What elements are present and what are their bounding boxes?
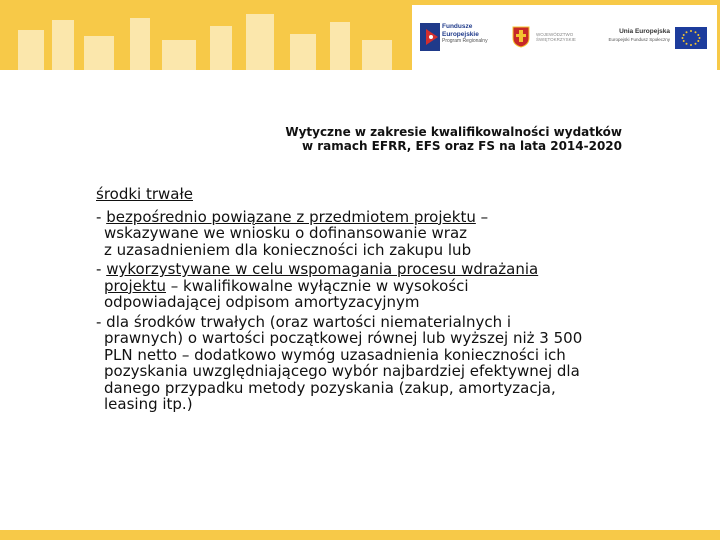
bullet-item — [96, 209, 636, 259]
decorative-shape — [130, 18, 150, 70]
logo-text-line: Fundusze — [442, 23, 473, 30]
underlined-text: bezpośrednio powiązane z przedmiotem projektu — [106, 207, 476, 226]
bullet-item — [96, 261, 636, 311]
decorative-shape — [52, 20, 74, 70]
region-crest-icon — [512, 26, 530, 48]
bullet-line: prawnych) o wartości początkowej równej lub wyższej niż 3 500 — [104, 329, 583, 347]
title-line: Wytyczne w zakresie kwalifikowalności wydatków — [285, 125, 622, 139]
decorative-shape — [290, 34, 316, 70]
bullet-line — [96, 278, 636, 295]
bullet-line: pozyskania uwzględniającego wybór najbardziej efektywnej dla — [104, 362, 580, 380]
bullet-item — [96, 314, 636, 413]
decorative-shape — [246, 14, 274, 70]
ue-logo-text — [600, 28, 670, 44]
bullet-prefix: - — [96, 260, 107, 278]
fundusze-europejskie-logo-text — [442, 23, 488, 46]
document-title — [285, 125, 622, 153]
slide-content — [96, 186, 636, 416]
bullet-line — [96, 209, 636, 226]
ue-logo-title: Unia Europejska — [619, 28, 670, 35]
logo-panel — [412, 5, 717, 70]
logo-text-line: ŚWIĘTOKRZYSKIE — [536, 37, 576, 42]
underlined-text: wykorzystywane w celu wspomagania procesu wdrażania — [106, 260, 539, 278]
decorative-shape — [210, 26, 232, 70]
decorative-shape — [18, 30, 44, 70]
ue-logo-subtitle: Europejski Fundusz Społeczny — [608, 37, 670, 42]
bullet-line: - dla środków trwałych (oraz wartości niematerialnych i — [96, 312, 512, 331]
bullet-line: wskazywane we wniosku o dofinansowanie wraz — [104, 224, 468, 242]
heading-text: środki trwałe — [96, 185, 193, 203]
decorative-shape — [362, 40, 392, 70]
eu-flag-icon — [675, 27, 707, 49]
underlined-text: projektu — [104, 276, 167, 295]
bullet-line: odpowiadającej odpisom amortyzacyjnym — [104, 293, 420, 311]
header-band — [0, 0, 720, 70]
title-line: w ramach EFRR, EFS oraz FS na lata 2014-2020 — [301, 139, 622, 153]
logo-subtitle: Program Regionalny — [442, 38, 488, 44]
bullet-line: leasing itp.) — [104, 395, 193, 413]
region-logo-text — [536, 32, 576, 42]
bullet-prefix: - — [96, 207, 107, 226]
section-heading — [96, 186, 636, 203]
bullet-text: – kwalifikowalne wyłącznie w wysokości — [166, 276, 469, 295]
logo-text-line: WOJEWÓDZTWO — [536, 32, 574, 37]
logo-text-line: Europejskie — [442, 30, 479, 38]
decorative-shape — [330, 22, 350, 70]
bullet-line — [96, 261, 636, 278]
bullet-line: danego przypadku metody pozyskania (zakup, amortyzacja, — [104, 378, 556, 397]
bullet-line: PLN netto – dodatkowo wymóg uzasadnienia konieczności ich — [104, 345, 566, 364]
decorative-shape — [162, 40, 196, 70]
footer-band — [0, 530, 720, 540]
bullet-text: – — [475, 207, 489, 226]
bullet-line: z uzasadnieniem dla konieczności ich zakupu lub — [104, 240, 472, 259]
decorative-shape — [84, 36, 114, 70]
